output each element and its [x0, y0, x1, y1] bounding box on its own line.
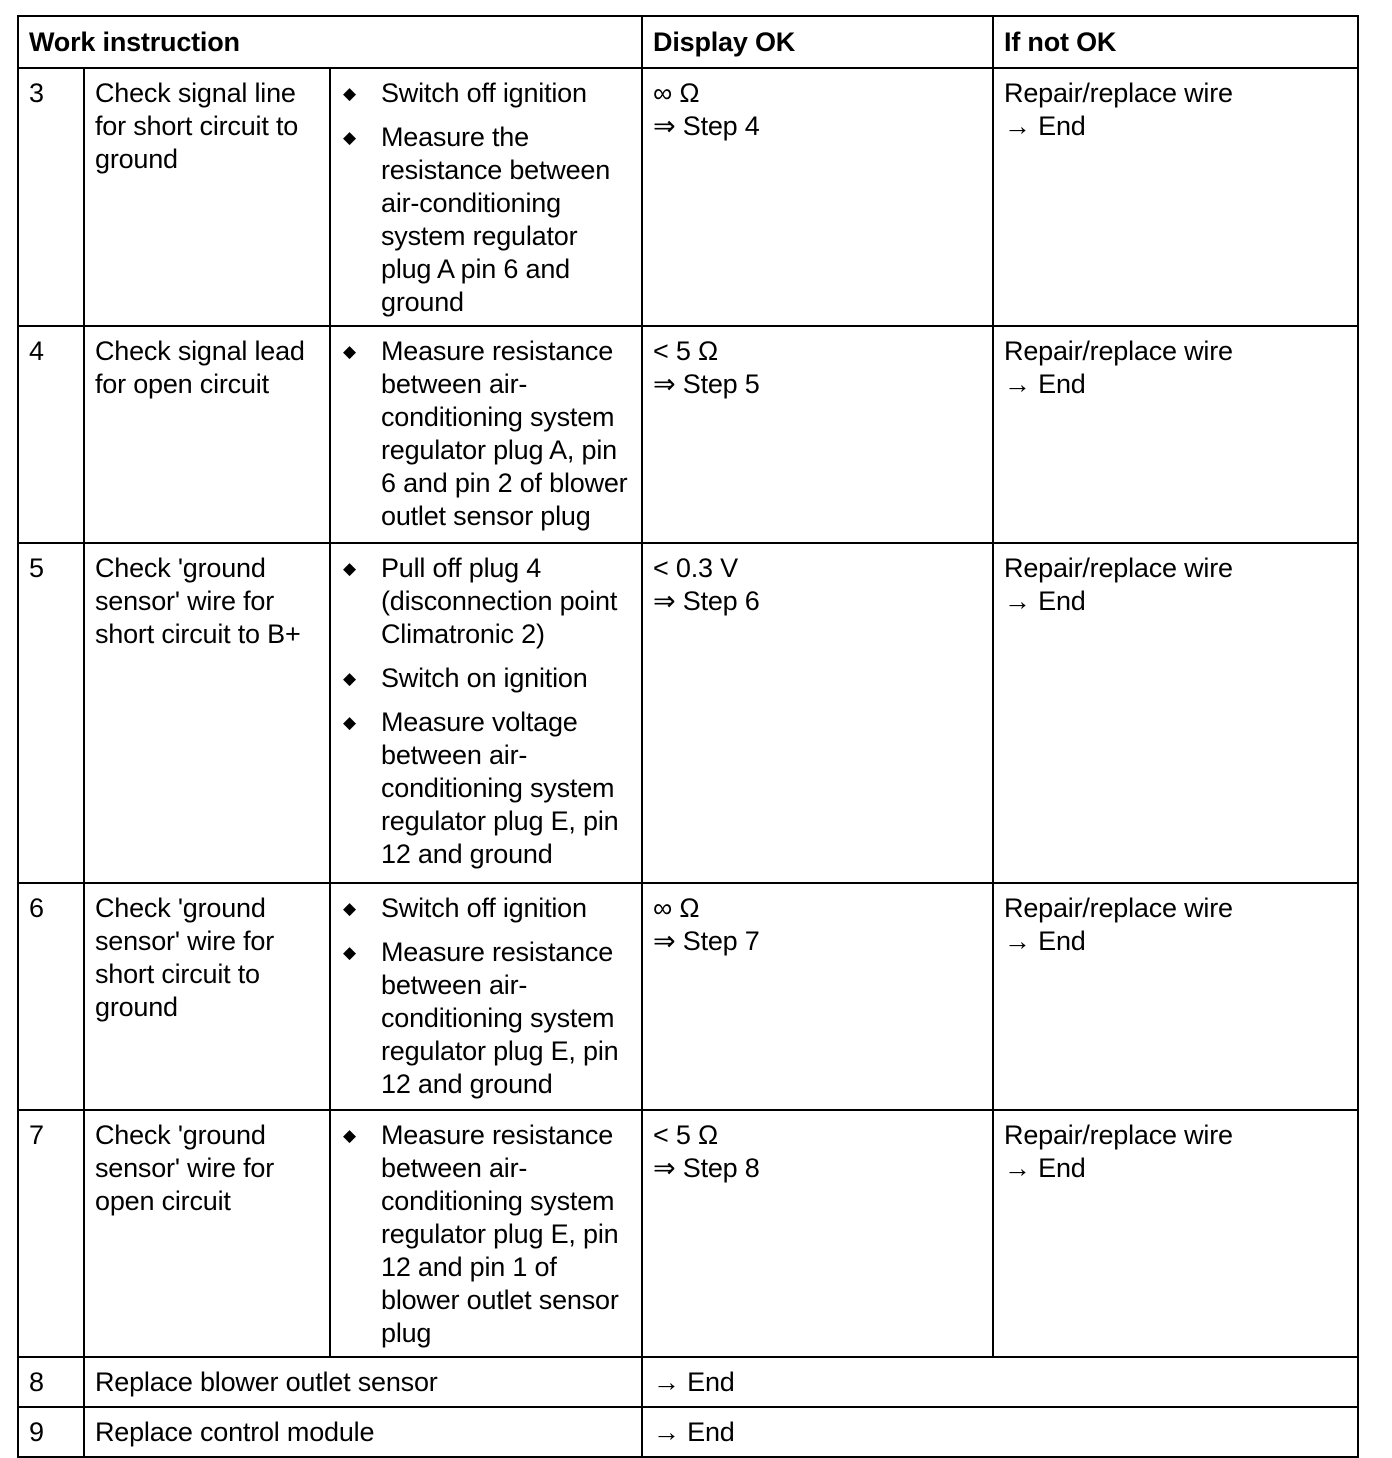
- instruction-list: [341, 335, 631, 533]
- diamond-bullet-icon: ◆: [343, 713, 356, 732]
- not-ok-action: Repair/replace wire: [1004, 78, 1233, 108]
- display-ok-cell: [642, 326, 993, 543]
- step-number: 7: [18, 1110, 84, 1357]
- step-number: 6: [18, 883, 84, 1110]
- final-instruction: Replace control module: [84, 1407, 642, 1457]
- header-display-ok: Display OK: [642, 16, 993, 68]
- table-row: [18, 1357, 1358, 1407]
- check-description: Check 'ground sensor' wire for short circuit to B+: [84, 543, 330, 883]
- instruction-text: Measure voltage between air-conditioning system regulator plug E, pin 12 and ground: [381, 707, 619, 869]
- instruction-text: Switch off ignition: [381, 893, 587, 923]
- table-row: [18, 326, 1358, 543]
- table-row: [18, 1407, 1358, 1457]
- instruction-list-cell: [330, 68, 642, 326]
- instruction-list: [341, 552, 631, 871]
- display-next-step: ⇒ Step 6: [653, 586, 760, 616]
- list-item: [341, 1119, 631, 1350]
- display-next-step: ⇒ Step 5: [653, 369, 760, 399]
- if-not-ok-cell: [993, 1110, 1358, 1357]
- instruction-text: Switch off ignition: [381, 78, 587, 108]
- list-item: [341, 892, 631, 925]
- if-not-ok-cell: [993, 883, 1358, 1110]
- check-description: Check signal line for short circuit to ground: [84, 68, 330, 326]
- list-item: [341, 662, 631, 695]
- list-item: [341, 335, 631, 533]
- list-item: [341, 936, 631, 1101]
- display-value: ∞ Ω: [653, 893, 700, 923]
- display-ok-cell: [642, 68, 993, 326]
- display-ok-cell: [642, 1110, 993, 1357]
- display-ok-cell: [642, 543, 993, 883]
- display-value: ∞ Ω: [653, 78, 700, 108]
- not-ok-next: → End: [1004, 369, 1086, 399]
- final-result: → End: [642, 1407, 1358, 1457]
- instruction-text: Switch on ignition: [381, 663, 588, 693]
- step-number: 3: [18, 68, 84, 326]
- display-next-step: ⇒ Step 4: [653, 111, 760, 141]
- final-result: → End: [642, 1357, 1358, 1407]
- display-next-step: ⇒ Step 7: [653, 926, 760, 956]
- diamond-bullet-icon: ◆: [343, 1126, 356, 1145]
- check-description: Check 'ground sensor' wire for short circuit to ground: [84, 883, 330, 1110]
- table-row: [18, 883, 1358, 1110]
- step-number: 5: [18, 543, 84, 883]
- not-ok-next: → End: [1004, 111, 1086, 141]
- diamond-bullet-icon: ◆: [343, 128, 356, 147]
- diamond-bullet-icon: ◆: [343, 899, 356, 918]
- instruction-list-cell: [330, 883, 642, 1110]
- display-next-step: ⇒ Step 8: [653, 1153, 760, 1183]
- step-number: 4: [18, 326, 84, 543]
- instruction-text: Pull off plug 4 (disconnection point Climatronic 2): [381, 553, 618, 649]
- header-work-instruction: Work instruction: [18, 16, 642, 68]
- list-item: [341, 77, 631, 110]
- instruction-text: Measure resistance between air-conditioning system regulator plug E, pin 12 and ground: [381, 937, 619, 1099]
- not-ok-action: Repair/replace wire: [1004, 893, 1233, 923]
- not-ok-action: Repair/replace wire: [1004, 553, 1233, 583]
- display-value: < 5 Ω: [653, 336, 719, 366]
- if-not-ok-cell: [993, 326, 1358, 543]
- check-description: Check signal lead for open circuit: [84, 326, 330, 543]
- instruction-text: Measure resistance between air-conditioning system regulator plug E, pin 12 and pin 1 of blower outlet sensor plug: [381, 1120, 619, 1348]
- not-ok-next: → End: [1004, 586, 1086, 616]
- diamond-bullet-icon: ◆: [343, 84, 356, 103]
- diamond-bullet-icon: ◆: [343, 943, 356, 962]
- table-row: [18, 1110, 1358, 1357]
- header-if-not-ok: If not OK: [993, 16, 1358, 68]
- if-not-ok-cell: [993, 543, 1358, 883]
- display-value: < 0.3 V: [653, 553, 738, 583]
- if-not-ok-cell: [993, 68, 1358, 326]
- not-ok-next: → End: [1004, 926, 1086, 956]
- list-item: [341, 552, 631, 651]
- diamond-bullet-icon: ◆: [343, 342, 356, 361]
- instruction-list-cell: [330, 1110, 642, 1357]
- instruction-list: [341, 1119, 631, 1350]
- instruction-list: [341, 892, 631, 1101]
- instruction-text: Measure the resistance between air-conditioning system regulator plug A pin 6 and ground: [381, 122, 611, 317]
- display-value: < 5 Ω: [653, 1120, 719, 1150]
- instruction-text: Measure resistance between air-conditioning system regulator plug A, pin 6 and pin 2 of blower outlet sensor plug: [381, 336, 628, 531]
- diamond-bullet-icon: ◆: [343, 559, 356, 578]
- list-item: [341, 706, 631, 871]
- table-row: [18, 68, 1358, 326]
- table-row: [18, 543, 1358, 883]
- not-ok-action: Repair/replace wire: [1004, 336, 1233, 366]
- not-ok-next: → End: [1004, 1153, 1086, 1183]
- not-ok-action: Repair/replace wire: [1004, 1120, 1233, 1150]
- check-description: Check 'ground sensor' wire for open circuit: [84, 1110, 330, 1357]
- instruction-list-cell: [330, 326, 642, 543]
- display-ok-cell: [642, 883, 993, 1110]
- instruction-list: [341, 77, 631, 319]
- step-number: 9: [18, 1407, 84, 1457]
- diamond-bullet-icon: ◆: [343, 669, 356, 688]
- header-row: [18, 16, 1358, 68]
- final-instruction: Replace blower outlet sensor: [84, 1357, 642, 1407]
- step-number: 8: [18, 1357, 84, 1407]
- instruction-list-cell: [330, 543, 642, 883]
- work-instruction-table: [17, 15, 1359, 1458]
- list-item: [341, 121, 631, 319]
